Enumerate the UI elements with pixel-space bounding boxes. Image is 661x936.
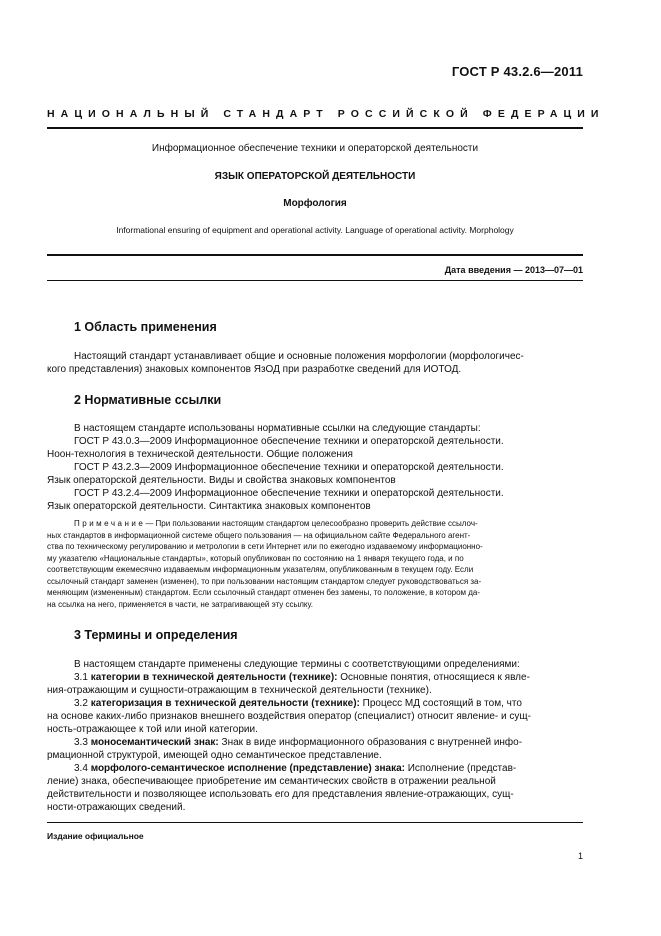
note-line-7: на ссылка на него, применяется в части, не затрагивающей эту ссылку. xyxy=(47,599,313,609)
term-3-2-cont1: на основе каких-либо признаков внешнего воздействия оператор (специалист) относит явление- и сущ- xyxy=(47,711,531,722)
title-line1: Информационное обеспечение техники и операторской деятельности xyxy=(151,143,479,154)
term-definition: Исполнение (представ- xyxy=(404,763,517,774)
term-name: категоризация в технической деятельности (технике): xyxy=(90,698,360,709)
term-definition: Процесс МД состоящий в том, что xyxy=(359,698,522,709)
term-number: 3.1 xyxy=(74,672,88,683)
section1-paragraph xyxy=(47,350,583,376)
term-3-4-cont3: ности-отражающих сведений. xyxy=(47,802,186,813)
section2-references xyxy=(47,422,583,513)
reference1-line1: ГОСТ Р 43.0.3—2009 Информационное обеспечение техники и операторской деятельности. xyxy=(74,436,504,447)
footer-rule xyxy=(47,822,583,823)
section2-intro: В настоящем стандарте использованы нормативные ссылки на следующие стандарты: xyxy=(74,423,481,434)
term-name: морфолого-семантическое исполнение (представление) знака: xyxy=(90,763,405,774)
note-line-1: ных стандартов в информационной системе общего пользования — на официальном сайте Федерального агент- xyxy=(47,530,471,540)
section2-heading: 2 Нормативные ссылки xyxy=(74,393,222,407)
date-rule xyxy=(47,280,583,281)
header-rule xyxy=(47,127,583,129)
term-definition: Знак в виде информационного образования с внутренней инфо- xyxy=(218,737,523,748)
section3-intro: В настоящем стандарте применены следующие термины с соответствующими определениями: xyxy=(74,659,520,670)
term-3-4 xyxy=(47,762,583,775)
section1-line1: Настоящий стандарт устанавливает общие и основные положения морфологии (морфологичес- xyxy=(74,351,524,362)
term-3-1-cont: ния-отражающим и сущности-отражающим в технической деятельности (технике). xyxy=(47,685,432,696)
section1-heading: 1 Область применения xyxy=(74,320,217,334)
term-number: 3.2 xyxy=(74,698,88,709)
term-definition: Основные понятия, относящиеся к явле- xyxy=(337,672,530,683)
term-3-4-cont2: действительности и позволяющее использовать его для представления явление-отражающих, сущ- xyxy=(47,789,514,800)
term-3-2-cont2: ность-отражающее к той или иной категории. xyxy=(47,724,258,735)
title-line2: ЯЗЫК ОПЕРАТОРСКОЙ ДЕЯТЕЛЬНОСТИ xyxy=(214,171,416,182)
term-3-1 xyxy=(47,671,583,684)
term-3-2 xyxy=(47,697,583,710)
note-line-2: ства по техническому регулированию и метрологии в сети Интернет или по ежегодно издаваемому информационно- xyxy=(47,542,483,551)
title-english: Informational ensuring of equipment and operational activity. Language of operational activity. Morphology xyxy=(116,225,514,235)
note-line-4: соответствующим ежемесячно издаваемым информационным указателям, опубликованным в текущем году. Если xyxy=(47,565,474,574)
reference1-line2: Ноон-технология в технической деятельности. Общие положения xyxy=(47,449,353,460)
note-line-5: ссылочный стандарт заменен (изменен), то при пользовании настоящим стандартом следует руководствоваться за- xyxy=(47,576,482,586)
edition-label: Издание официальное xyxy=(47,831,144,841)
term-number: 3.4 xyxy=(74,763,88,774)
note-line-3: му указателю «Национальные стандарты», который опубликован по состоянию на 1 января текущего года, и по xyxy=(47,553,464,563)
reference3-line1: ГОСТ Р 43.2.4—2009 Информационное обеспечение техники и операторской деятельности. xyxy=(74,488,504,499)
term-3-4-cont1: ление) знака, обеспечивающее приобретение им семантических свойств в отражении реальной xyxy=(47,776,496,787)
reference2-line2: Язык операторской деятельности. Виды и свойства знаковых компонентов xyxy=(47,475,396,486)
term-name: моносемантический знак: xyxy=(90,737,219,748)
title-rule xyxy=(47,254,583,256)
term-3-3 xyxy=(47,736,583,749)
national-standard-banner: НАЦИОНАЛЬНЫЙ СТАНДАРТ РОССИЙСКОЙ ФЕДЕРАЦИИ xyxy=(47,108,605,120)
reference2-line1: ГОСТ Р 43.2.3—2009 Информационное обеспечение техники и операторской деятельности. xyxy=(74,462,504,473)
section3-heading: 3 Термины и определения xyxy=(74,628,238,642)
note-label: Примечание xyxy=(74,519,146,528)
reference3-line2: Язык операторской деятельности. Синтактика знаковых компонентов xyxy=(47,501,371,512)
gost-code: ГОСТ Р 43.2.6—2011 xyxy=(451,64,583,79)
term-name: категории в технической деятельности (технике): xyxy=(90,672,338,683)
date-intro: Дата введения — 2013—07—01 xyxy=(444,265,583,275)
note-line-0: — При пользовании настоящим стандартом целесообразно проверить действие ссылоч- xyxy=(145,519,478,528)
section1-line2: кого представления) знаковых компонентов ЯзОД при разработке сведений для ИОТОД. xyxy=(47,364,462,375)
note-line-6: меняющим (измененным) стандартом. Если ссылочный стандарт отменен без замены, то положение, в котором да- xyxy=(47,588,481,597)
title-line3: Морфология xyxy=(283,198,347,209)
page-number: 1 xyxy=(577,851,583,861)
section3-terms xyxy=(47,658,583,814)
term-3-3-cont: рмационной структурой, имеющей одно семантическое представление. xyxy=(47,750,382,761)
note-block xyxy=(47,518,583,610)
term-number: 3.3 xyxy=(74,737,88,748)
